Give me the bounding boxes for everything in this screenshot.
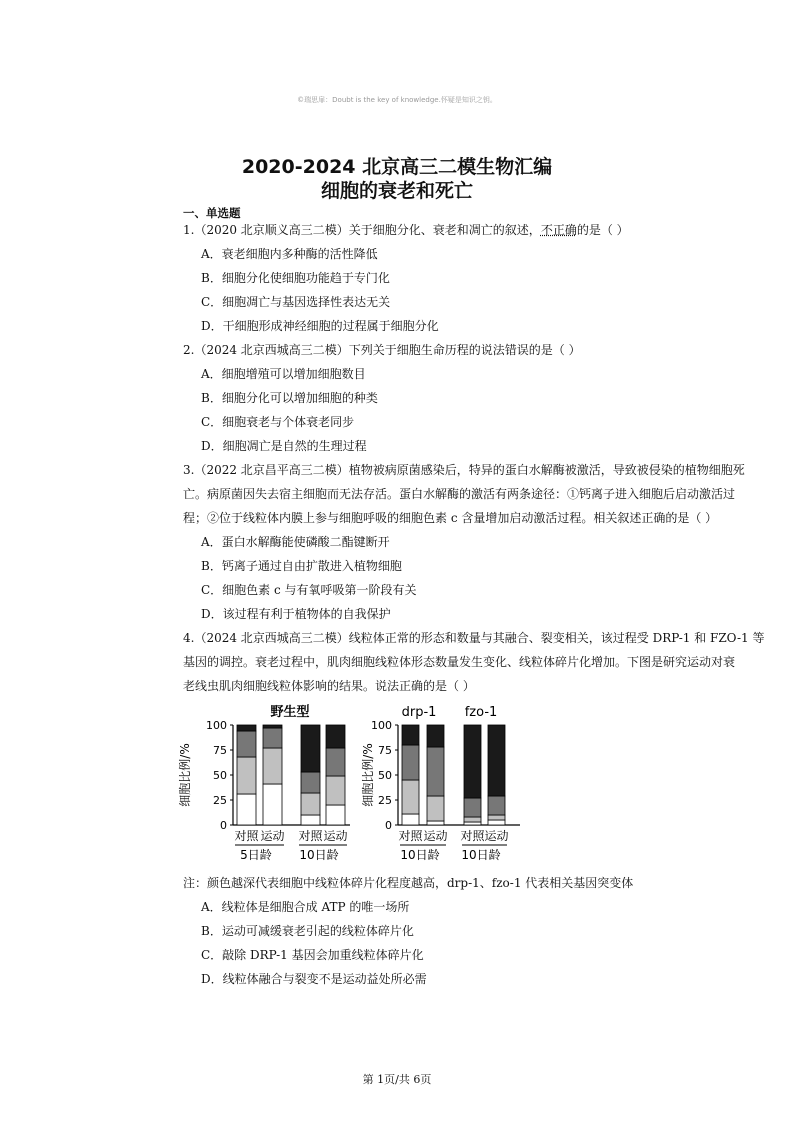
document-subtitle: 细胞的衰老和死亡: [320, 180, 473, 202]
q2-option-c: C．细胞衰老与个体衰老同步: [201, 415, 355, 429]
bar-segment: [301, 725, 320, 772]
group-label: 5日龄: [240, 848, 272, 862]
bar-segment: [237, 794, 256, 825]
x-tick-label: 对照: [298, 829, 323, 843]
y-axis-label: 细胞比例/%: [178, 743, 192, 807]
y-tick-label: 0: [385, 819, 392, 832]
group-label: 10日龄: [461, 848, 501, 862]
question-4-stem-line2: 基因的调控。衰老过程中，肌肉细胞线粒体形态数量发生变化、线粒体碎片化增加。下图是研究运动对衰: [183, 655, 736, 669]
bar-segment: [263, 728, 282, 748]
q1-option-c: C．细胞凋亡与基因选择性表达无关: [201, 295, 391, 309]
x-tick-label: 运动: [323, 829, 348, 843]
q4-option-a: A．线粒体是细胞合成 ATP 的唯一场所: [201, 900, 410, 914]
bar-segment: [488, 815, 505, 820]
y-tick-label: 25: [378, 794, 392, 807]
y-tick-label: 100: [371, 719, 392, 732]
q1-option-d: D．干细胞形成神经细胞的过程属于细胞分化: [201, 319, 439, 333]
section-heading: 一、单选题: [183, 206, 241, 220]
chart-title: drp-1: [401, 705, 437, 720]
y-tick-label: 50: [378, 769, 392, 782]
q3-option-b: B．钙离子通过自由扩散进入植物细胞: [201, 559, 402, 573]
bar-segment: [301, 793, 320, 815]
q2-option-a: A．细胞增殖可以增加细胞数目: [201, 367, 366, 381]
bar-segment: [402, 745, 419, 780]
bar-segment: [464, 822, 481, 825]
x-tick-label: 运动: [484, 829, 509, 843]
q3-option-a: A．蛋白水解酶能使磷酸二酯键断开: [201, 535, 390, 549]
x-tick-label: 运动: [260, 829, 285, 843]
bar-segment: [427, 747, 444, 796]
bar-segment: [237, 725, 256, 731]
bar-segment: [326, 805, 345, 825]
x-tick-label: 运动: [423, 829, 448, 843]
bar-segment: [488, 725, 505, 796]
x-tick-label: 对照: [234, 829, 259, 843]
bar-segment: [301, 815, 320, 825]
bar-segment: [464, 817, 481, 822]
bar-segment: [263, 725, 282, 728]
bar-segment: [237, 731, 256, 757]
chart-wild-type: [175, 700, 360, 868]
y-axis-label: 细胞比例/%: [361, 743, 375, 807]
question-3-stem-line1: 3.（2022 北京昌平高三二模）植物被病原菌感染后，特异的蛋白水解酶被激活，导致被侵染的植物细胞死: [183, 463, 745, 477]
bar-segment: [427, 821, 444, 825]
y-tick-label: 75: [213, 744, 227, 757]
chart-mutants: [360, 700, 530, 868]
bar-segment: [464, 725, 481, 798]
q4-option-b: B．运动可减缓衰老引起的线粒体碎片化: [201, 924, 414, 938]
q3-option-c: C．细胞色素 c 与有氧呼吸第一阶段有关: [201, 583, 417, 597]
q4-option-d: D．线粒体融合与裂变不是运动益处所必需: [201, 972, 427, 986]
bar-segment: [326, 725, 345, 748]
question-3-stem-line2: 亡。病原菌因失去宿主细胞而无法存活。蛋白水解酶的激活有两条途径：①钙离子进入细胞后启动激活过: [183, 487, 736, 501]
q1-option-b: B．细胞分化使细胞功能趋于专门化: [201, 271, 390, 285]
bar-segment: [488, 820, 505, 825]
bar-segment: [427, 725, 444, 747]
group-label: 10日龄: [299, 848, 339, 862]
question-1-stem: 1.（2020 北京顺义高三二模）关于细胞分化、衰老和凋亡的叙述，不正确的是（ ）: [183, 223, 629, 237]
emphasis-text: 不正确: [540, 223, 577, 237]
question-4-stem-line3: 老线虫肌肉细胞线粒体影响的结果。说法正确的是（ ）: [183, 679, 475, 693]
question-4-stem-line1: 4.（2024 北京西城高三二模）线粒体正常的形态和数量与其融合、裂变相关，该过程受 DRP-1 和 FZO-1 等: [183, 631, 765, 645]
bar-segment: [263, 748, 282, 784]
bar-segment: [488, 796, 505, 815]
y-tick-label: 75: [378, 744, 392, 757]
question-4-note: 注：颜色越深代表细胞中线粒体碎片化程度越高，drp-1、fzo-1 代表相关基因突变体: [183, 876, 634, 890]
y-tick-label: 50: [213, 769, 227, 782]
bar-segment: [326, 776, 345, 805]
question-2-stem: 2.（2024 北京西城高三二模）下列关于细胞生命历程的说法错误的是（ ）: [183, 343, 581, 357]
q3-option-d: D．该过程有利于植物体的自我保护: [201, 607, 391, 621]
document-title: 2020-2024 北京高三二模生物汇编: [241, 156, 553, 178]
q2-option-b: B．细胞分化可以增加细胞的种类: [201, 391, 378, 405]
page-number: 第 1页/共 6页: [362, 1073, 432, 1086]
bar-segment: [326, 748, 345, 776]
y-tick-label: 100: [206, 719, 227, 732]
y-tick-label: 25: [213, 794, 227, 807]
q1-option-a: A．衰老细胞内多种酶的活性降低: [201, 247, 378, 261]
bar-segment: [402, 814, 419, 825]
bar-segment: [263, 784, 282, 825]
bar-segment: [427, 796, 444, 821]
bar-segment: [464, 798, 481, 817]
watermark: ©瑞思扉：Doubt is the key of knowledge.怀疑是知识之钥。: [297, 96, 497, 104]
x-tick-label: 对照: [398, 829, 423, 843]
y-tick-label: 0: [220, 819, 227, 832]
chart-title: 野生型: [270, 705, 310, 720]
bar-segment: [301, 772, 320, 793]
bar-segment: [237, 757, 256, 794]
x-tick-label: 对照: [460, 829, 485, 843]
chart-title: fzo-1: [464, 705, 498, 720]
bar-segment: [402, 725, 419, 745]
bar-segment: [402, 780, 419, 814]
question-3-stem-line3: 程；②位于线粒体内膜上参与细胞呼吸的细胞色素 c 含量增加启动激活过程。相关叙述正确的是（ ）: [183, 511, 718, 525]
q2-option-d: D．细胞凋亡是自然的生理过程: [201, 439, 367, 453]
group-label: 10日龄: [400, 848, 440, 862]
q4-option-c: C．敲除 DRP-1 基因会加重线粒体碎片化: [201, 948, 424, 962]
